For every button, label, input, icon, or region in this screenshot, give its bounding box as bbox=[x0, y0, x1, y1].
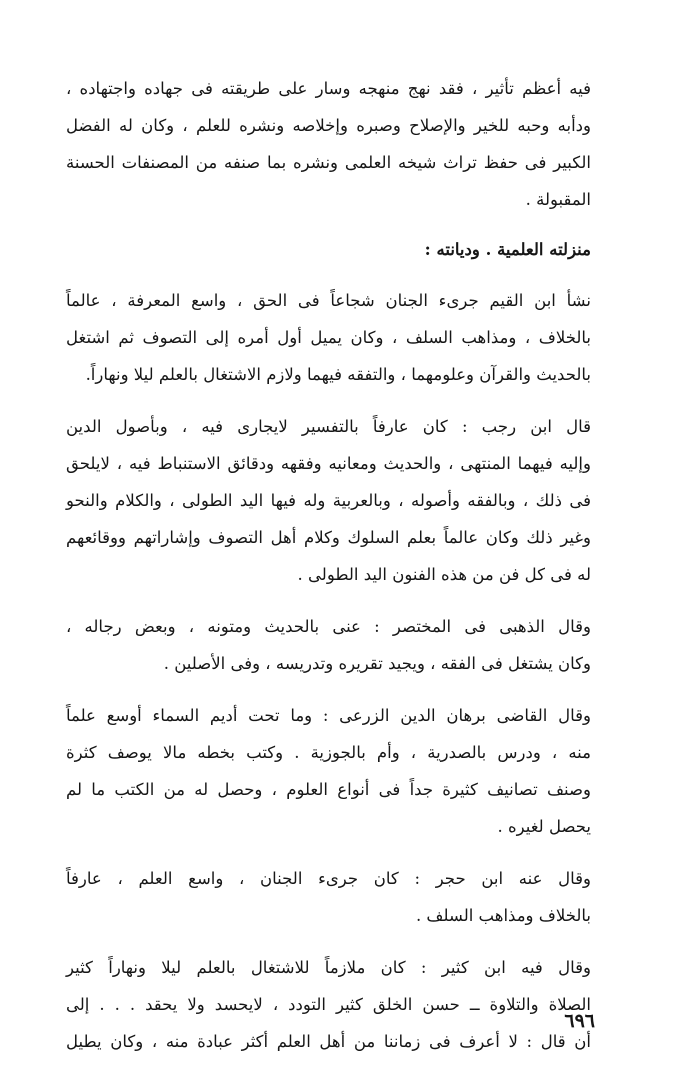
text-line: وقال عنه ابن حجر : كان جرىء الجنان ، واسع العلم ، عارفاً bbox=[66, 869, 591, 888]
text-line: أن قال : لا أعرف فى زماننا من أهل العلم أكثر عبادة منه ، وكان يطيل bbox=[66, 1032, 591, 1051]
paragraph bbox=[66, 608, 591, 682]
paragraph bbox=[66, 70, 591, 218]
text-line: فيه أعظم تأثير ، فقد نهج منهجه وسار على طريقته فى جهاده واجتهاده ، bbox=[66, 79, 591, 98]
section-heading: منزلته العلمية . وديانته : bbox=[424, 240, 591, 259]
text-line: الصلاة والتلاوة ــ حسن الخلق كثير التودد ، لايحسد ولا يحقد . . . إلى bbox=[66, 995, 591, 1014]
text-line: منه ، ودرس بالصدرية ، وأم بالجوزية . وكتب بخطه مالا يوصف كثرة bbox=[66, 743, 591, 762]
paragraph bbox=[66, 408, 591, 593]
text-line: وقال القاضى برهان الدين الزرعى : وما تحت أديم السماء أوسع علماً bbox=[66, 706, 591, 725]
text-line: وإليه فيهما المنتهى ، والحديث ومعانيه وفقهه ودقائق الاستنباط فيه ، لايلحق bbox=[66, 454, 591, 473]
text-line: وغير ذلك وكان عالماً بعلم السلوك وكلام أهل التصوف وإشاراتهم ووقائعهم bbox=[66, 528, 591, 547]
text-line: ودأبه وحبه للخير والإصلاح وصبره وإخلاصه ونشره للعلم ، وكان له الفضل bbox=[66, 116, 591, 135]
spacer bbox=[66, 845, 591, 860]
spacer bbox=[66, 593, 591, 608]
text-line: وكان يشتغل فى الفقه ، ويجيد تقريره وتدريسه ، وفى الأصلين . bbox=[163, 654, 591, 673]
text-line: نشأ ابن القيم جرىء الجنان شجاعاً فى الحق ، واسع المعرفة ، عالماً bbox=[66, 291, 591, 310]
text-line: يحصل لغيره . bbox=[497, 817, 591, 836]
text-line: بالخلاف ، ومذاهب السلف ، وكان يميل أول أمره إلى التصوف ثم اشتغل bbox=[66, 328, 591, 347]
spacer bbox=[66, 267, 591, 282]
text-line: بالحديث والقرآن وعلومهما ، والتفقه فيهما ولازم الاشتغال بالعلم ليلا ونهاراً. bbox=[85, 365, 591, 384]
text-line: بالخلاف ومذاهب السلف . bbox=[415, 906, 591, 925]
text-line: وقال فيه ابن كثير : كان ملازماً للاشتغال بالعلم ليلا ونهاراً كثير bbox=[66, 958, 591, 977]
text-line: المقبولة . bbox=[525, 190, 591, 209]
page-number: ٦٩٦ bbox=[564, 1010, 595, 1032]
paragraph bbox=[66, 282, 591, 393]
page-body bbox=[66, 70, 591, 1060]
text-line: له فى كل فن من هذه الفنون اليد الطولى . bbox=[297, 565, 591, 584]
paragraph bbox=[66, 860, 591, 934]
text-line: فى ذلك ، وبالفقه وأصوله ، وبالعربية وله فيها اليد الطولى ، والكلام والنحو bbox=[66, 491, 591, 510]
spacer bbox=[66, 934, 591, 949]
text-line: وقال الذهبى فى المختصر : عنى بالحديث ومتونه ، وبعض رجاله ، bbox=[66, 617, 591, 636]
text-line: قال ابن رجب : كان عارفاً بالتفسير لايجارى فيه ، وبأصول الدين bbox=[66, 417, 591, 436]
text-line: وصنف تصانيف كثيرة جداً فى أنواع العلوم ، وحصل له من الكتب ما لم bbox=[66, 780, 591, 799]
text-line: الكبير فى حفظ تراث شيخه العلمى ونشره بما صنفه من المصنفات الحسنة bbox=[66, 153, 591, 172]
paragraph bbox=[66, 697, 591, 845]
spacer bbox=[66, 218, 591, 233]
paragraph bbox=[66, 949, 591, 1060]
spacer bbox=[66, 393, 591, 408]
spacer bbox=[66, 682, 591, 697]
